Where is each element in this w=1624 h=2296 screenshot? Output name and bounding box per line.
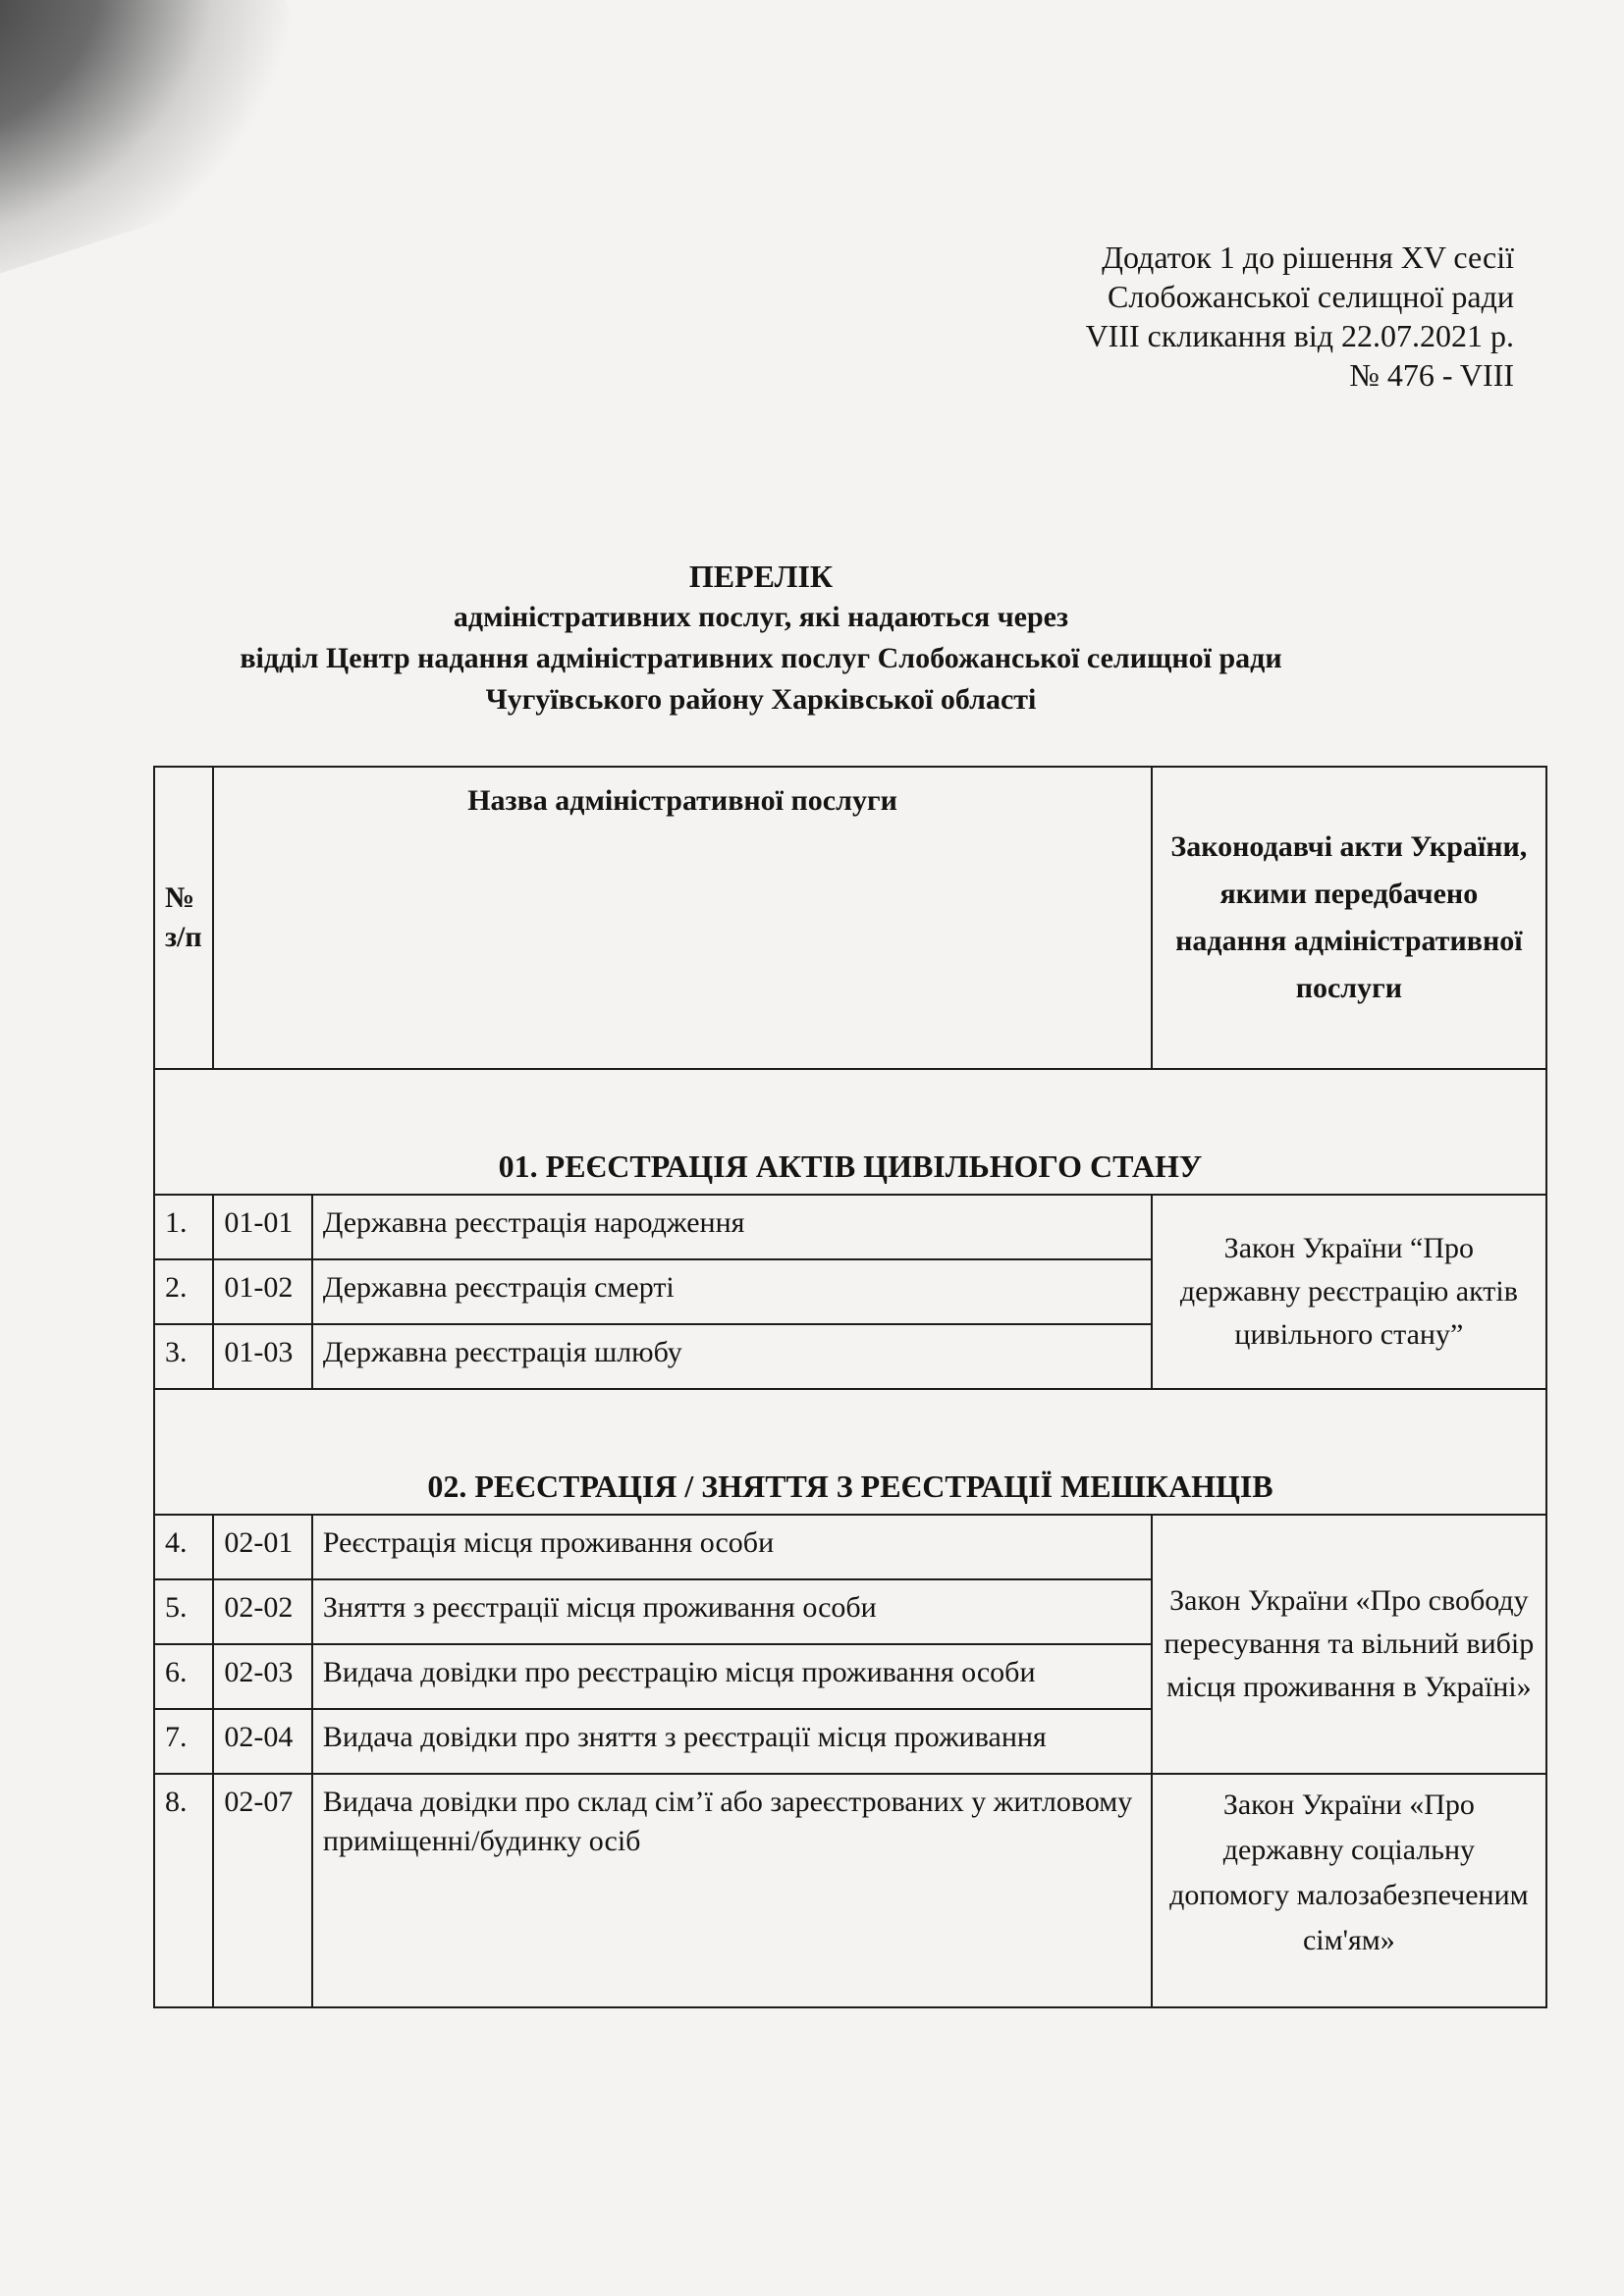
table-row — [154, 1515, 1546, 1579]
row-code: 01-03 — [213, 1324, 312, 1389]
row-num: 3. — [154, 1324, 213, 1389]
row-service: Державна реєстрація шлюбу — [312, 1324, 1152, 1389]
header-service-name: Назва адміністративної послуги — [213, 767, 1151, 1069]
section-row — [154, 1389, 1546, 1515]
row-num: 8. — [154, 1774, 213, 2007]
row-service: Видача довідки про реєстрацію місця проживання особи — [312, 1644, 1152, 1709]
row-service: Реєстрація місця проживання особи — [312, 1515, 1152, 1579]
table-row — [154, 1774, 1546, 2007]
row-num: 1. — [154, 1195, 213, 1259]
row-service: Державна реєстрація смерті — [312, 1259, 1152, 1324]
row-code: 02-04 — [213, 1709, 312, 1774]
row-code: 01-01 — [213, 1195, 312, 1259]
header-law: Законодавчі акти України, якими передбачено надання адміністративної послуги — [1152, 767, 1546, 1069]
law-cell: Закон України “Про державну реєстрацію актів цивільного стану” — [1152, 1195, 1546, 1389]
table-row — [154, 1195, 1546, 1259]
services-table — [153, 766, 1547, 2008]
section-title-02: 02. РЕЄСТРАЦІЯ / ЗНЯТТЯ З РЕЄСТРАЦІЇ МЕШКАНЦІВ — [154, 1389, 1546, 1515]
row-service: Зняття з реєстрації місця проживання особи — [312, 1579, 1152, 1644]
row-num: 5. — [154, 1579, 213, 1644]
scan-corner-shadow — [0, 0, 339, 291]
appendix-line-3: VIII скликання від 22.07.2021 р. — [1085, 318, 1514, 353]
row-service: Видача довідки про зняття з реєстрації місця проживання — [312, 1709, 1152, 1774]
row-num: 4. — [154, 1515, 213, 1579]
row-service: Державна реєстрація народження — [312, 1195, 1152, 1259]
table-header-row — [154, 767, 1546, 1069]
title-line-3: відділ Центр надання адміністративних послуг Слобожанської селищної ради — [240, 642, 1282, 674]
appendix-line-2: Слобожанської селищної ради — [1108, 279, 1514, 314]
law-cell: Закон України «Про державну соціальну допомогу малозабезпеченим сім'ям» — [1152, 1774, 1546, 2007]
header-num: № з/п — [154, 767, 213, 1069]
appendix-line-1: Додаток 1 до рішення XV сесії — [1102, 240, 1514, 275]
appendix-line-4: № 476 - VIII — [1349, 357, 1514, 393]
row-code: 01-02 — [213, 1259, 312, 1324]
row-code: 02-01 — [213, 1515, 312, 1579]
document-title — [147, 556, 1375, 721]
row-code: 02-07 — [213, 1774, 312, 2007]
section-row — [154, 1069, 1546, 1195]
section-title-01: 01. РЕЄСТРАЦІЯ АКТІВ ЦИВІЛЬНОГО СТАНУ — [154, 1069, 1546, 1195]
row-num: 7. — [154, 1709, 213, 1774]
row-code: 02-03 — [213, 1644, 312, 1709]
row-num: 2. — [154, 1259, 213, 1324]
row-num: 6. — [154, 1644, 213, 1709]
title-main: ПЕРЕЛІК — [688, 559, 834, 594]
title-line-4: Чугуївського району Харківської області — [485, 683, 1037, 716]
title-line-2: адміністративних послуг, які надаються через — [453, 601, 1069, 633]
row-code: 02-02 — [213, 1579, 312, 1644]
appendix-header — [1003, 238, 1514, 395]
law-cell: Закон України «Про свободу пересування та вільний вибір місця проживання в Україні» — [1152, 1515, 1546, 1774]
row-service: Видача довідки про склад сім’ї або зареєстрованих у житловому приміщенні/будинку осіб — [312, 1774, 1152, 2007]
